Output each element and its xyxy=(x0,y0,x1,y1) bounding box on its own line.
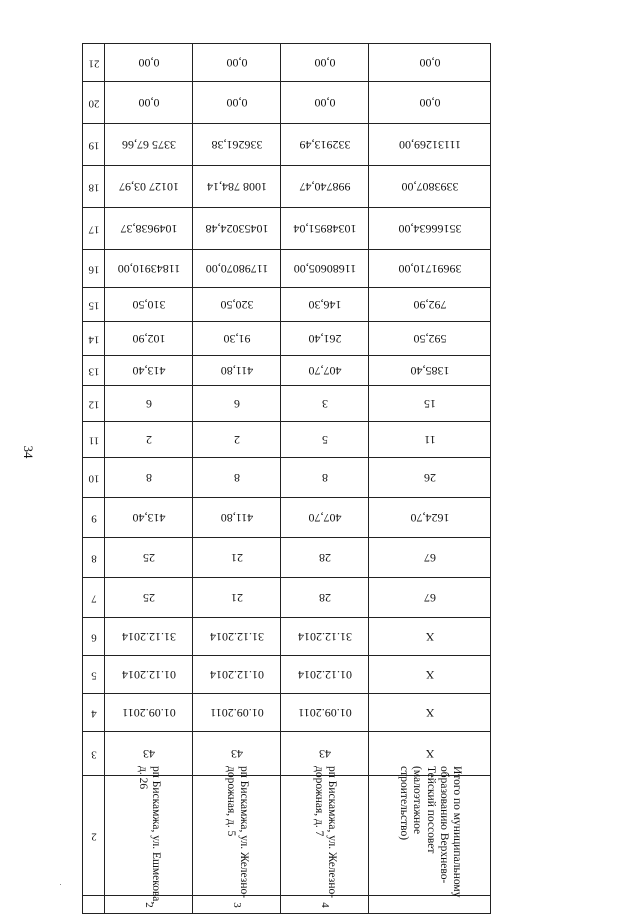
table-cell xyxy=(105,250,193,288)
cell-value: 43 xyxy=(318,746,331,761)
cell-value: X xyxy=(425,746,434,761)
table-cell xyxy=(193,578,281,618)
page-number: 34 xyxy=(21,445,36,459)
cell-value: 67 xyxy=(423,550,436,565)
table-row xyxy=(83,166,491,208)
table-cell xyxy=(369,694,491,732)
cell-value: 407,70 xyxy=(308,510,341,525)
cell-value: 0,00 xyxy=(419,55,440,70)
cell-value: 01.12.2014 xyxy=(121,667,176,682)
address-cell xyxy=(281,765,369,898)
cell-value: 21 xyxy=(230,550,243,565)
cell-value: 2 xyxy=(233,432,240,447)
table-row xyxy=(83,458,491,498)
column-number-cell xyxy=(83,250,105,288)
column-number-cell xyxy=(83,322,105,356)
table-cell xyxy=(193,208,281,250)
cell-value: 6 xyxy=(233,396,240,411)
cell-value: 0,00 xyxy=(138,55,159,70)
table-cell xyxy=(281,356,369,386)
table-row xyxy=(83,422,491,458)
table-row xyxy=(83,288,491,322)
table-row xyxy=(83,694,491,732)
table-cell xyxy=(281,44,369,82)
cell-value: 91,30 xyxy=(223,331,250,346)
cell-value: 8 xyxy=(321,470,328,485)
table-cell xyxy=(369,288,491,322)
cell-value: 67 xyxy=(423,590,436,605)
table-cell xyxy=(281,82,369,124)
table-cell xyxy=(105,44,193,82)
cell-value: X xyxy=(425,705,434,720)
column-number-cell xyxy=(83,498,105,538)
cell-value: 411,80 xyxy=(220,363,253,378)
cell-value: 25 xyxy=(142,550,155,565)
column-number: 4 xyxy=(90,707,97,719)
table-cell xyxy=(193,458,281,498)
column-number-cell xyxy=(83,288,105,322)
row-number: 4 xyxy=(318,901,331,908)
table-cell xyxy=(281,208,369,250)
cell-value: 25 xyxy=(142,590,155,605)
cell-value: 407,70 xyxy=(308,363,341,378)
row-number: 2 xyxy=(142,901,155,908)
column-number-cell xyxy=(83,458,105,498)
table-cell xyxy=(369,250,491,288)
column-number: 8 xyxy=(90,552,97,564)
column-number-cell xyxy=(83,44,105,82)
cell-value: X xyxy=(425,667,434,682)
table-cell xyxy=(105,386,193,422)
cell-value: 10453024,48 xyxy=(205,221,268,236)
address-label: рп Бискамжа, ул. Железно-дорожная, д. 7 xyxy=(312,765,338,898)
table-cell xyxy=(105,82,193,124)
table-cell xyxy=(193,656,281,694)
column-number: 19 xyxy=(88,139,99,151)
table-cell xyxy=(369,322,491,356)
cell-value: 11798070,00 xyxy=(205,261,268,276)
cell-value: 0,00 xyxy=(138,95,159,110)
cell-value: 43 xyxy=(230,746,243,761)
table-cell xyxy=(105,538,193,578)
table-cell xyxy=(369,166,491,208)
cell-value: 102,90 xyxy=(132,331,165,346)
cell-value: 43 xyxy=(142,746,155,761)
table-cell xyxy=(193,386,281,422)
table-cell xyxy=(369,498,491,538)
cell-value: 26 xyxy=(423,470,436,485)
column-number: 11 xyxy=(88,434,99,446)
cell-value: 28 xyxy=(318,550,331,565)
cell-value: 792,90 xyxy=(413,297,446,312)
cell-value: 413,40 xyxy=(132,510,165,525)
column-number-cell xyxy=(83,694,105,732)
table-cell xyxy=(281,166,369,208)
table-row xyxy=(83,498,491,538)
table-row xyxy=(83,618,491,656)
column-number: 3 xyxy=(90,748,97,760)
table-cell xyxy=(369,538,491,578)
table-cell xyxy=(281,656,369,694)
document-table-wrapper xyxy=(82,43,491,914)
cell-value: 5 xyxy=(321,432,328,447)
table-row xyxy=(83,124,491,166)
cell-value: 31.12.2014 xyxy=(297,629,352,644)
cell-value: 1385,40 xyxy=(410,363,449,378)
cell-value: 0,00 xyxy=(419,95,440,110)
cell-value: 6 xyxy=(145,396,152,411)
table-cell xyxy=(369,356,491,386)
table-row xyxy=(83,250,491,288)
column-number: 16 xyxy=(88,263,99,275)
column-number-cell xyxy=(83,656,105,694)
cell-value: 39691710,00 xyxy=(398,261,461,276)
cell-value: 413,40 xyxy=(132,363,165,378)
table-cell xyxy=(281,288,369,322)
table-cell xyxy=(193,82,281,124)
cell-value: 310,50 xyxy=(132,297,165,312)
cell-value: 146,30 xyxy=(308,297,341,312)
table-cell xyxy=(193,322,281,356)
column-number-cell xyxy=(83,82,105,124)
table-cell xyxy=(281,578,369,618)
cell-value: 11 xyxy=(423,432,436,447)
column-number: 5 xyxy=(90,669,97,681)
cell-value: 320,50 xyxy=(220,297,253,312)
cell-value: 01.09.2011 xyxy=(209,705,264,720)
table-cell xyxy=(369,386,491,422)
table-cell xyxy=(193,618,281,656)
cell-value: 15 xyxy=(423,396,436,411)
table-cell xyxy=(369,422,491,458)
table-cell xyxy=(193,288,281,322)
table-cell xyxy=(193,356,281,386)
table-row xyxy=(83,82,491,124)
column-number-cell xyxy=(83,386,105,422)
column-number-cell xyxy=(83,166,105,208)
table-row xyxy=(83,386,491,422)
cell-value: X xyxy=(425,629,434,644)
column-number-cell xyxy=(83,618,105,656)
column-number-cell xyxy=(83,208,105,250)
address-cell xyxy=(369,765,491,897)
table-cell xyxy=(105,124,193,166)
table-cell xyxy=(281,124,369,166)
column-number: 10 xyxy=(88,472,99,484)
cell-value: 998740,47 xyxy=(299,179,350,194)
cell-value: 21 xyxy=(230,590,243,605)
table-cell xyxy=(105,656,193,694)
column-number-cell xyxy=(83,776,105,896)
cell-value: 336261,38 xyxy=(211,137,262,152)
table-cell xyxy=(281,618,369,656)
column-number-cell xyxy=(83,732,105,776)
table-cell xyxy=(193,422,281,458)
cell-value: 10348951,04 xyxy=(293,221,356,236)
table-cell xyxy=(281,458,369,498)
column-number: 9 xyxy=(90,512,97,524)
column-number: 18 xyxy=(88,181,99,193)
housing-data-table xyxy=(82,43,491,914)
table-cell xyxy=(369,656,491,694)
table-cell xyxy=(369,458,491,498)
table-cell xyxy=(193,44,281,82)
table-cell xyxy=(105,356,193,386)
table-cell xyxy=(369,82,491,124)
cell-value: 0,00 xyxy=(314,95,335,110)
table-cell xyxy=(281,250,369,288)
table-row xyxy=(83,656,491,694)
cell-value: 8 xyxy=(233,470,240,485)
column-number: 7 xyxy=(90,592,97,604)
table-cell xyxy=(369,124,491,166)
table-row xyxy=(83,356,491,386)
table-cell xyxy=(369,618,491,656)
cell-value: 01.09.2011 xyxy=(297,705,352,720)
cell-value: 8 xyxy=(145,470,152,485)
cell-value: 28 xyxy=(318,590,331,605)
cell-value: 592,50 xyxy=(413,331,446,346)
table-cell xyxy=(193,538,281,578)
cell-value: 1624,70 xyxy=(410,510,449,525)
cell-value: 10127 03,97 xyxy=(118,179,179,194)
column-number-cell xyxy=(83,356,105,386)
table-cell xyxy=(193,250,281,288)
scan-dot xyxy=(60,884,61,885)
column-number: 13 xyxy=(88,365,99,377)
cell-value: 0,00 xyxy=(314,55,335,70)
table-cell xyxy=(369,578,491,618)
table-cell xyxy=(193,498,281,538)
table-cell xyxy=(281,538,369,578)
table-cell xyxy=(105,458,193,498)
cell-value: 3393807,00 xyxy=(401,179,458,194)
column-number-cell xyxy=(83,422,105,458)
table-row xyxy=(83,578,491,618)
column-number-cell xyxy=(83,124,105,166)
cell-value: 11680605,00 xyxy=(293,261,356,276)
table-row xyxy=(83,44,491,82)
table-cell xyxy=(105,618,193,656)
table-cell xyxy=(281,386,369,422)
table-row xyxy=(83,322,491,356)
column-number: 21 xyxy=(88,57,99,69)
cell-value: 01.09.2011 xyxy=(121,705,176,720)
column-number: 2 xyxy=(90,830,97,842)
row-number: 3 xyxy=(230,901,243,908)
column-number: 14 xyxy=(88,333,99,345)
column-number-cell xyxy=(83,538,105,578)
address-label: рп Бискамжа, ул. Ешмекова, д. 26 xyxy=(136,765,162,904)
table-cell xyxy=(105,322,193,356)
table-cell xyxy=(105,208,193,250)
cell-value: 11843910,00 xyxy=(117,261,180,276)
table-cell xyxy=(281,498,369,538)
address-cell xyxy=(193,765,281,898)
table-cell xyxy=(105,422,193,458)
cell-value: 1008 784,14 xyxy=(206,179,267,194)
cell-value: 411,80 xyxy=(220,510,253,525)
table-cell xyxy=(105,498,193,538)
cell-value: 261,40 xyxy=(308,331,341,346)
table-cell xyxy=(105,166,193,208)
cell-value: 01.12.2014 xyxy=(209,667,264,682)
table-cell xyxy=(193,694,281,732)
cell-value: 3375 67,66 xyxy=(121,137,176,152)
address-label: рп Бискамжа, ул. Железно-дорожная, д. 5 xyxy=(224,765,250,898)
cell-value: 0,00 xyxy=(226,55,247,70)
cell-value: 11131269,00 xyxy=(398,137,461,152)
cell-value: 2 xyxy=(145,432,152,447)
column-number: 12 xyxy=(88,398,99,410)
cell-value: 01.12.2014 xyxy=(297,667,352,682)
table-cell xyxy=(193,166,281,208)
cell-value: 31.12.2014 xyxy=(121,629,176,644)
table-cell xyxy=(105,694,193,732)
table-cell xyxy=(193,124,281,166)
column-number: 17 xyxy=(88,223,99,235)
table-cell xyxy=(281,694,369,732)
cell-value: 35166634,00 xyxy=(398,221,461,236)
column-number: 15 xyxy=(88,299,99,311)
table-cell xyxy=(281,422,369,458)
table-cell xyxy=(369,208,491,250)
cell-value: 3 xyxy=(321,396,328,411)
table-cell xyxy=(105,578,193,618)
cell-value: 1049638,37 xyxy=(120,221,177,236)
address-cell xyxy=(105,765,193,904)
table-cell xyxy=(281,322,369,356)
column-number: 6 xyxy=(90,631,97,643)
column-number: 20 xyxy=(88,97,99,109)
table-cell xyxy=(369,44,491,82)
column-number-cell xyxy=(83,578,105,618)
table-row xyxy=(83,538,491,578)
label-row xyxy=(83,776,491,896)
cell-value: 0,00 xyxy=(226,95,247,110)
table-row xyxy=(83,208,491,250)
cell-value: 332913,49 xyxy=(299,137,350,152)
table-cell xyxy=(105,288,193,322)
address-label: Итого по муниципальному образованию Верхнево-Тейский поссовет (малоэтажное строительство) xyxy=(397,765,463,897)
cell-value: 31.12.2014 xyxy=(209,629,264,644)
